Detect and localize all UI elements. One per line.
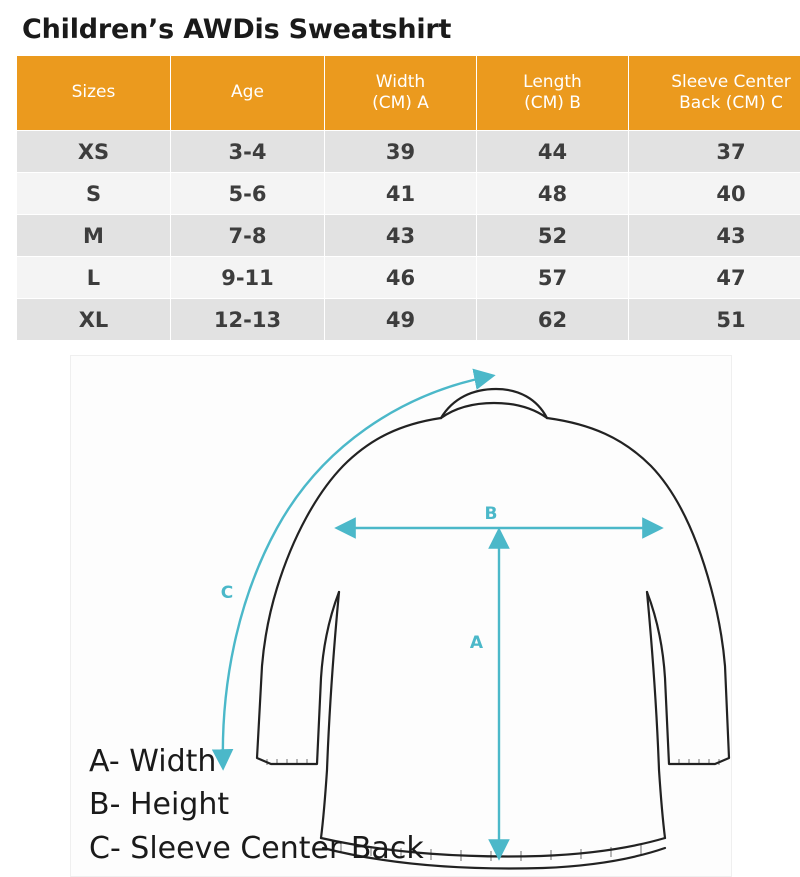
neckline-inner-icon: [441, 403, 547, 418]
measurement-diagram: [70, 355, 732, 877]
cell-width: 43: [325, 215, 477, 257]
cell-length: 44: [477, 131, 629, 173]
column-header-length-line1: Length: [523, 72, 582, 92]
cell-size: S: [17, 173, 171, 215]
cell-size: XS: [17, 131, 171, 173]
column-header-width-line2: (CM) A: [372, 93, 429, 113]
table-row: [17, 257, 800, 299]
cell-size: XL: [17, 299, 171, 341]
size-table-body: [17, 131, 800, 341]
cell-width: 41: [325, 173, 477, 215]
measurement-labels-group: [221, 504, 498, 653]
right-sleeve-outline-icon: [547, 418, 729, 764]
torso-right-edge-icon: [647, 592, 665, 838]
cell-age: 5-6: [171, 173, 325, 215]
column-header-length-line2: (CM) B: [524, 93, 581, 113]
legend-item-b: B- Height: [89, 783, 424, 827]
cell-width: 46: [325, 257, 477, 299]
cell-size: M: [17, 215, 171, 257]
cell-width: 39: [325, 131, 477, 173]
measure-label-a: A: [470, 633, 484, 653]
measure-label-b: B: [485, 504, 498, 524]
cell-age: 3-4: [171, 131, 325, 173]
cell-length: 57: [477, 257, 629, 299]
size-table-head: [17, 56, 800, 131]
legend-item-c: C- Sleeve Center Back: [89, 827, 424, 871]
cell-age: 7-8: [171, 215, 325, 257]
cell-sleeve: 47: [629, 257, 800, 299]
cell-age: 12-13: [171, 299, 325, 341]
column-header-sizes: [17, 56, 171, 131]
cell-length: 52: [477, 215, 629, 257]
size-table: [16, 55, 800, 341]
cell-length: 48: [477, 173, 629, 215]
cell-sleeve: 51: [629, 299, 800, 341]
cell-age: 9-11: [171, 257, 325, 299]
column-header-sleeve-line1: Sleeve Center: [671, 72, 791, 92]
measure-label-c: C: [221, 583, 233, 603]
column-header-length: [477, 56, 629, 131]
column-header-sizes-line1: Sizes: [72, 82, 116, 102]
table-row: [17, 215, 800, 257]
column-header-age-line1: Age: [231, 82, 264, 102]
page-title: Children’s AWDis Sweatshirt: [0, 0, 800, 55]
table-row: [17, 131, 800, 173]
cell-size: L: [17, 257, 171, 299]
table-row: [17, 299, 800, 341]
cell-width: 49: [325, 299, 477, 341]
column-header-width: [325, 56, 477, 131]
column-header-sleeve-line2: Back (CM) C: [679, 93, 783, 113]
column-header-sleeve: [629, 56, 800, 131]
cell-sleeve: 43: [629, 215, 800, 257]
left-sleeve-outline-icon: [257, 418, 441, 764]
cell-sleeve: 37: [629, 131, 800, 173]
cell-length: 62: [477, 299, 629, 341]
table-header-row: [17, 56, 800, 131]
diagram-legend: [89, 740, 424, 871]
column-header-width-line1: Width: [376, 72, 425, 92]
legend-item-a: A- Width: [89, 740, 424, 784]
column-header-age: [171, 56, 325, 131]
measure-line-c: [223, 376, 491, 766]
table-row: [17, 173, 800, 215]
cell-sleeve: 40: [629, 173, 800, 215]
